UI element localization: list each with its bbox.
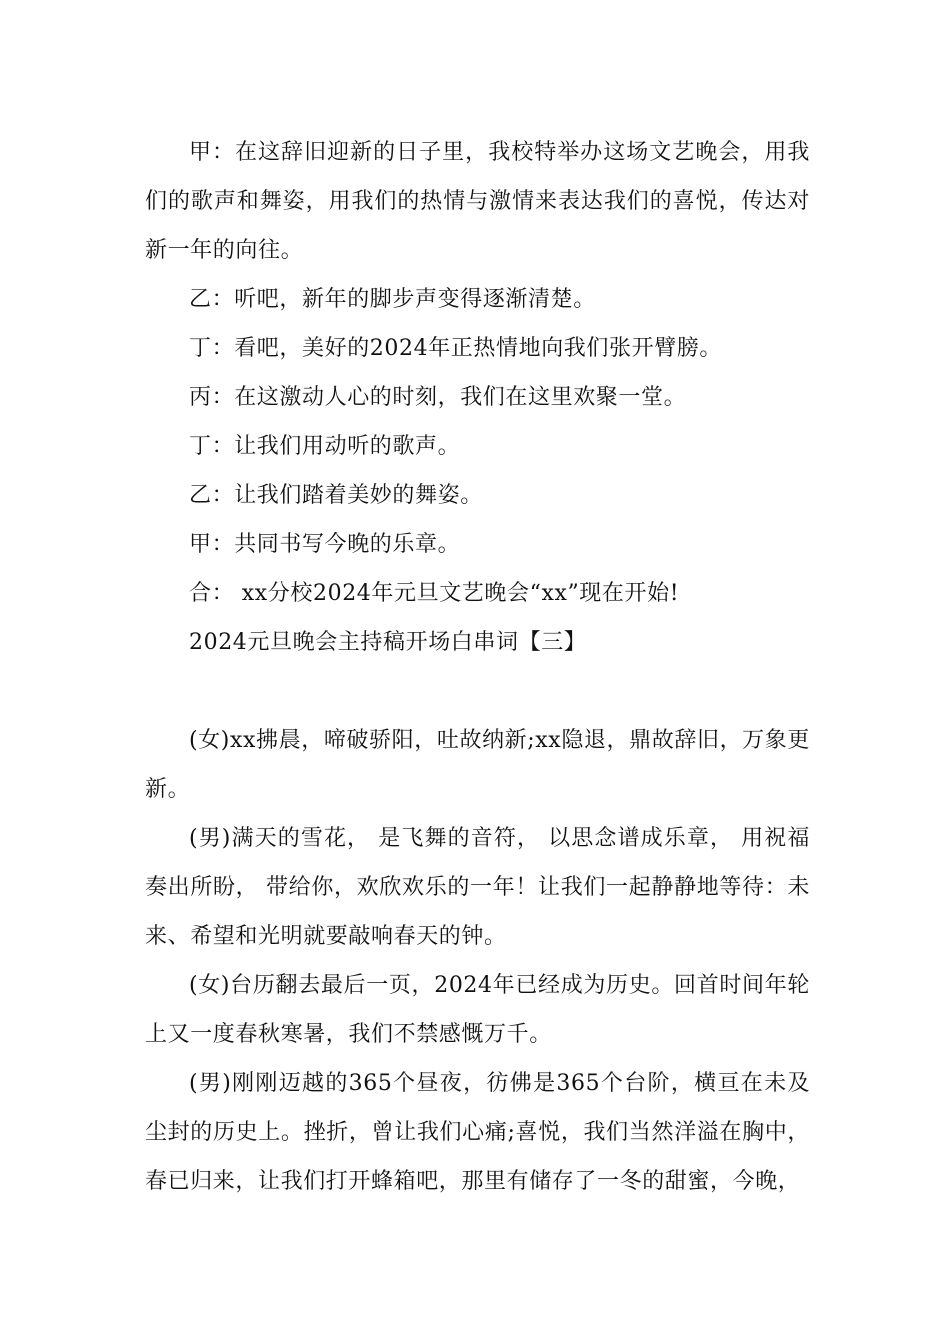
paragraph-ding-song: 丁：让我们用动听的歌声。 [189, 434, 461, 459]
paragraph-bing-gather: 丙：在这激动人心的时刻，我们在这里欢聚一堂。 [189, 385, 687, 410]
document-body [145, 128, 810, 1206]
paragraph-yi-dance: 乙：让我们踏着美妙的舞姿。 [189, 483, 483, 508]
paragraph-female-2: (女)台历翻去最后一页，2024年已经成为历史。回首时间年轮上又一度春秋寒暑，我们不禁感慨万千。 [145, 973, 810, 1047]
paragraph-jia-compose: 甲：共同书写今晚的乐章。 [189, 532, 461, 557]
paragraph-female-1: (女)xx拂晨，啼破骄阳，吐故纳新;xx隐退，鼎故辞旧，万象更新。 [145, 728, 810, 802]
paragraph-together-start: 合： xx分校2024年元旦文艺晚会“xx”现在开始! [189, 581, 680, 606]
paragraph-male-2: (男)刚刚迈越的365个昼夜，彷佛是365个台阶，横亘在未及尘封的历史上。挫折，曾让我们心痛;喜悦，我们当然洋溢在胸中，春已归来，让我们打开蜂箱吧，那里有储存了一冬的甜蜜，今晚， [145, 1071, 810, 1194]
blank-line [145, 667, 810, 716]
paragraph-ding-look: 丁：看吧，美好的2024年正热情地向我们张开臂膀。 [189, 336, 722, 361]
section-heading: 2024元旦晚会主持稿开场白串词【三】 [189, 630, 587, 655]
paragraph-yi-listen: 乙：听吧，新年的脚步声变得逐渐清楚。 [189, 287, 596, 312]
paragraph-jia-opening: 甲：在这辞旧迎新的日子里，我校特举办这场文艺晚会，用我们的歌声和舞姿，用我们的热情与激情来表达我们的喜悦，传达对新一年的向往。 [145, 140, 810, 263]
paragraph-male-1: (男)满天的雪花， 是飞舞的音符， 以思念谱成乐章， 用祝福奏出所盼， 带给你，欢欣欢乐的一年！让我们一起静静地等待：未来、希望和光明就要敲响春天的钟。 [145, 826, 810, 949]
